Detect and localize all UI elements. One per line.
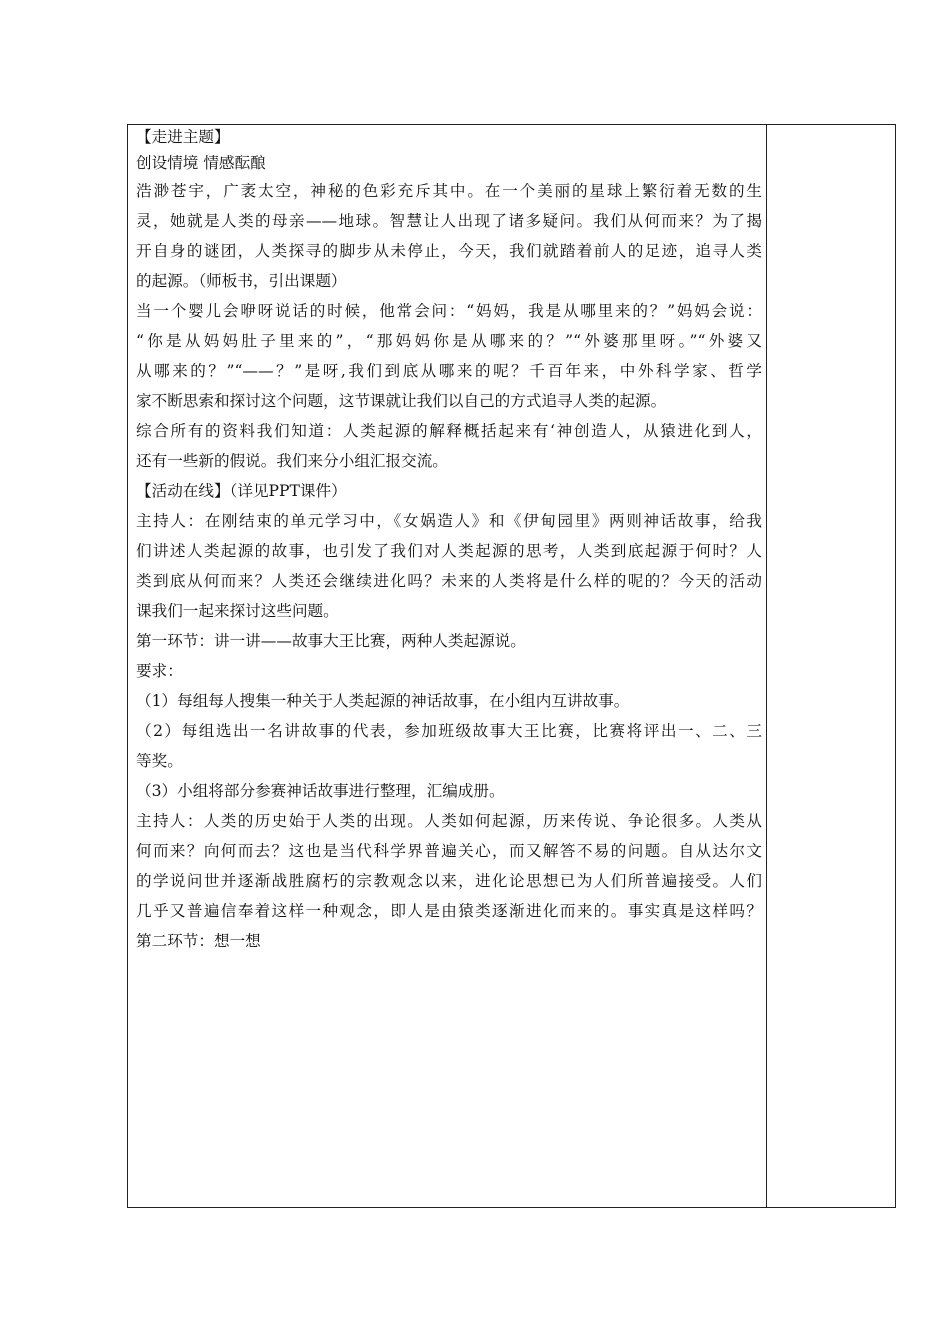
lesson-content	[136, 124, 762, 956]
text-line: 类到底从何而来？人类还会继续进化吗？未来的人类将是什么样的呢的？今天的活动	[136, 572, 762, 590]
text-line: （1）每组每人搜集一种关于人类起源的神话故事，在小组内互讲故事。	[136, 692, 630, 710]
text-line: 何而来？向何而去？这也是当代科学界普遍关心，而又解答不易的问题。自从达尔文	[136, 842, 762, 860]
text-line: 的起源。（师板书，引出课题）	[136, 272, 347, 290]
text-line: 的学说问世并逐渐战胜腐朽的宗教观念以来，进化论思想已为人们所普遍接受。人们	[136, 872, 762, 890]
text-line: 从哪来的？”“——？”是呀,我们到底从哪来的呢？千百年来，中外科学家、哲学	[136, 362, 762, 380]
text-line: 【活动在线】（详见PPT课件）	[136, 482, 347, 500]
text-line: 第二环节：想一想	[136, 932, 261, 950]
text-line: 主持人：人类的历史始于人类的出现。人类如何起源，历来传说、争论很多。人类从	[136, 812, 762, 830]
text-line: 家不断思索和探讨这个问题，这节课就让我们以自己的方式追寻人类的起源。	[136, 392, 667, 410]
text-line: 几乎又普遍信奉着这样一种观念，即人是由猿类逐渐进化而来的。事实真是这样吗？	[136, 902, 762, 920]
text-line: 创设情境 情感酝酿	[136, 154, 266, 172]
text-line: 当一个婴儿会咿呀说话的时候，他常会问：“妈妈，我是从哪里来的？”妈妈会说：	[136, 302, 762, 320]
text-line: 主持人：在刚结束的单元学习中，《女娲造人》和《伊甸园里》两则神话故事，给我	[136, 512, 762, 530]
text-line: 开自身的谜团，人类探寻的脚步从未停止，今天，我们就踏着前人的足迹，追寻人类	[136, 242, 762, 260]
text-line: 还有一些新的假说。我们来分小组汇报交流。	[136, 452, 448, 470]
text-line: 综合所有的资料我们知道：人类起源的解释概括起来有‘神创造人，从猿进化到人，	[136, 422, 762, 440]
text-line: “你是从妈妈肚子里来的”，“那妈妈你是从哪来的？”“外婆那里呀。”“外婆又	[136, 332, 762, 350]
notes-column	[767, 124, 895, 1208]
text-line: 灵，她就是人类的母亲——地球。智慧让人出现了诸多疑问。我们从何而来？为了揭	[136, 212, 762, 230]
text-line: （3）小组将部分参赛神话故事进行整理，汇编成册。	[136, 782, 505, 800]
text-line: 第一环节：讲一讲——故事大王比赛，两种人类起源说。	[136, 632, 526, 650]
text-line: 【走进主题】	[136, 128, 230, 146]
text-line: 们讲述人类起源的故事，也引发了我们对人类起源的思考，人类到底起源于何时？人	[136, 542, 762, 560]
text-line: 要求：	[136, 662, 183, 680]
text-line: 课我们一起来探讨这些问题。	[136, 602, 339, 620]
text-line: （2）每组选出一名讲故事的代表，参加班级故事大王比赛，比赛将评出一、二、三	[136, 722, 762, 740]
text-line: 等奖。	[136, 752, 183, 770]
text-line: 浩渺苍宇，广袤太空，神秘的色彩充斥其中。在一个美丽的星球上繁衍着无数的生	[136, 182, 762, 200]
